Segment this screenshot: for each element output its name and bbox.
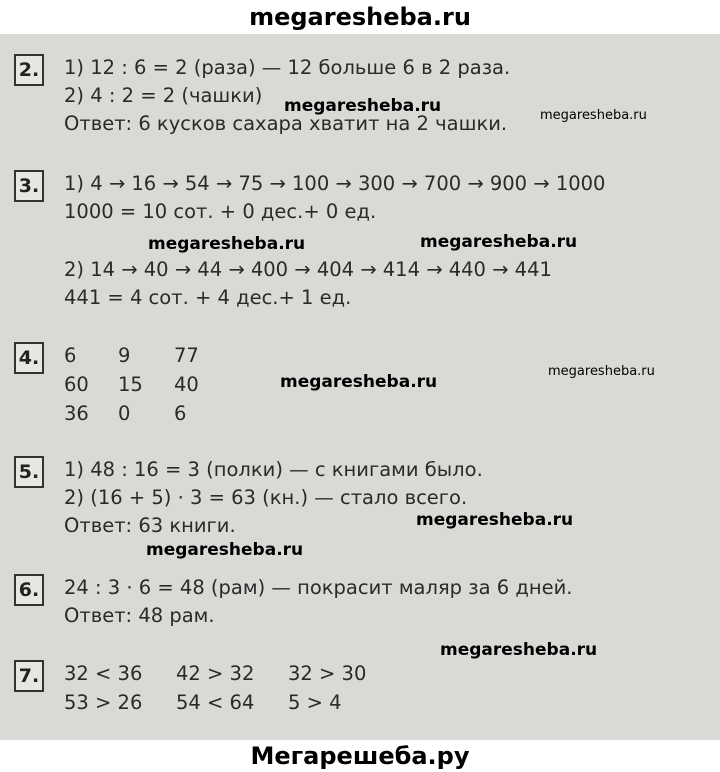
comparison: 53 > 26 bbox=[64, 691, 143, 714]
task-number: 3. bbox=[14, 170, 44, 202]
comparison: 32 < 36 bbox=[64, 662, 143, 685]
comparison: 54 < 64 bbox=[176, 691, 255, 714]
task-line: 1) 48 : 16 = 3 (полки) — с книгами было. bbox=[64, 458, 483, 481]
task-answer: Ответ: 48 рам. bbox=[64, 604, 215, 627]
task-number: 6. bbox=[14, 574, 44, 606]
watermark: megaresheba.ru bbox=[416, 510, 574, 530]
watermark: megaresheba.ru bbox=[148, 234, 306, 254]
task-number: 4. bbox=[14, 342, 44, 374]
comparison: 32 > 30 bbox=[288, 662, 367, 685]
task-line: 2) (16 + 5) · 3 = 63 (кн.) — стало всего. bbox=[64, 486, 468, 509]
task-line: 441 = 4 сот. + 4 дес.+ 1 ед. bbox=[64, 286, 352, 309]
comparison: 42 > 32 bbox=[176, 662, 255, 685]
textbook-page bbox=[0, 34, 720, 740]
grid-cell: 6 bbox=[174, 402, 187, 425]
task-answer: Ответ: 63 книги. bbox=[64, 514, 236, 537]
task-number: 7. bbox=[14, 660, 44, 692]
grid-cell: 36 bbox=[64, 402, 89, 425]
task-line: 1) 4 → 16 → 54 → 75 → 100 → 300 → 700 → 900 → 1000 bbox=[64, 172, 606, 195]
task-number: 5. bbox=[14, 456, 44, 488]
task-line: 24 : 3 · 6 = 48 (рам) — покрасит маляр за 6 дней. bbox=[64, 576, 573, 599]
task-line: 1) 12 : 6 = 2 (раза) — 12 больше 6 в 2 раза. bbox=[64, 56, 511, 79]
task-number: 2. bbox=[14, 54, 44, 86]
comparison: 5 > 4 bbox=[288, 691, 342, 714]
grid-cell: 6 bbox=[64, 344, 77, 367]
watermark: megaresheba.ru bbox=[548, 364, 655, 379]
task-line: 2) 4 : 2 = 2 (чашки) bbox=[64, 84, 263, 107]
grid-cell: 9 bbox=[118, 344, 131, 367]
watermark: megaresheba.ru bbox=[540, 108, 647, 123]
watermark: megaresheba.ru bbox=[440, 640, 598, 660]
watermark: megaresheba.ru bbox=[284, 96, 442, 116]
watermark: megaresheba.ru bbox=[146, 540, 304, 560]
grid-cell: 60 bbox=[64, 373, 89, 396]
task-line: 1000 = 10 сот. + 0 дес.+ 0 ед. bbox=[64, 200, 377, 223]
site-header: megaresheba.ru bbox=[0, 0, 720, 34]
grid-cell: 0 bbox=[118, 402, 131, 425]
watermark: megaresheba.ru bbox=[280, 372, 438, 392]
grid-cell: 15 bbox=[118, 373, 143, 396]
watermark: megaresheba.ru bbox=[420, 232, 578, 252]
grid-cell: 77 bbox=[174, 344, 199, 367]
task-answer: Ответ: 6 кусков сахара хватит на 2 чашки. bbox=[64, 112, 508, 135]
site-footer: Мегарешеба.ру bbox=[0, 740, 720, 772]
task-line: 2) 14 → 40 → 44 → 400 → 404 → 414 → 440 → 441 bbox=[64, 258, 552, 281]
grid-cell: 40 bbox=[174, 373, 199, 396]
